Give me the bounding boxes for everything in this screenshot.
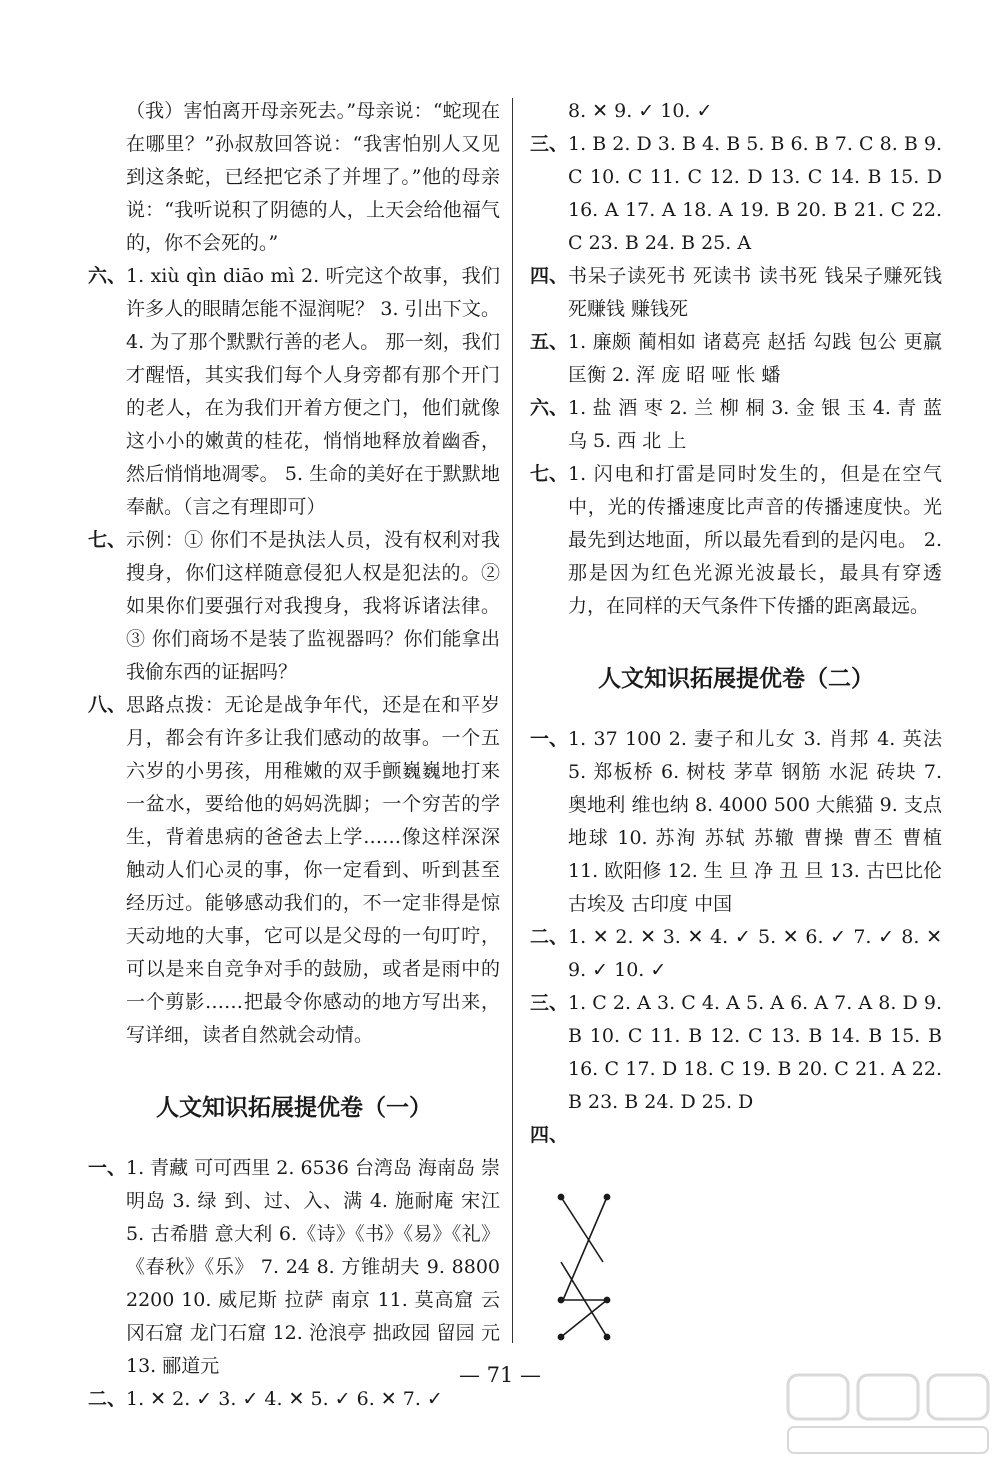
- exam1-part4: [530, 260, 942, 326]
- exam1-part5: [530, 326, 942, 392]
- match-dot: [604, 1194, 609, 1199]
- story-continuation: （我）害怕离开母亲死去。”母亲说：“蛇现在在哪里？”孙叔敖回答说：“我害怕别人又见到这条蛇，已经把它杀了并埋了。”他的母亲说：“我听说积了阴德的人，上天会给他福气的，你不会死的。”: [126, 100, 500, 254]
- match-dot: [604, 1297, 609, 1302]
- exam1-part2: [88, 1383, 500, 1416]
- exam1-label-1: 一、: [88, 1157, 127, 1179]
- answer-7: [88, 524, 500, 689]
- exam1-part3: [530, 128, 942, 260]
- match-line: [561, 1300, 607, 1337]
- exam2-label-4: 四、: [530, 1124, 569, 1146]
- match-dot: [558, 1297, 563, 1302]
- exam1-part1-text: 1. 青藏 可可西里 2. 6536 台湾岛 海南岛 崇明岛 3. 绿 到、过、入、满 4. 施耐庵 宋江 5. 古希腊 意大利 6.《诗》《书》《易》《礼》《春秋》《乐》 7. 24 8. 方锥胡夫 9. 8800 2200 10. 威尼斯 拉萨 南京 11. 莫高窟 云冈石窟 龙门石窟 12. 沧浪亭 拙政园 留园 元 13. 郦道元: [126, 1157, 500, 1377]
- match-line: [563, 1197, 607, 1300]
- answer-6-text: 1. xiù qìn diāo mì 2. 听完这个故事，我们许多人的眼睛怎能不湿润呢？ 3. 引出下文。 4. 为了那个默默行善的老人。 那一刻，我们才醒悟，其实我们每个人身旁都有那个开门的老人，在为我们开着方便之门，他们就像这小小的嫩黄的桂花，悄悄地释放着幽香，然后悄悄地凋零。 5. 生命的美好在于默默地奉献。（言之有理即可）: [126, 265, 500, 518]
- exam1-part6: [530, 392, 942, 458]
- exam1-part7-text: 1. 闪电和打雷是同时发生的，但是在空气中，光的传播速度比声音的传播速度快。光最先到达地面，所以最先看到的是闪电。 2. 那是因为红色光源光波最长，最具有穿透力，在同样的天气条件下传播的距离最远。: [568, 463, 942, 617]
- section-title-1: 人文知识拓展提优卷（一）: [156, 1095, 432, 1121]
- answer-8: [88, 689, 500, 1052]
- exam1-label-7: 七、: [530, 463, 569, 485]
- exam1-part2-continued: 8. ✕ 9. ✓ 10. ✓: [568, 100, 713, 122]
- match-line: [561, 1197, 603, 1262]
- exam2-part3: [530, 987, 942, 1119]
- exam1-part4-text: 书呆子读死书 死读书 读书死 钱呆子赚死钱 死赚钱 赚钱死: [568, 265, 942, 320]
- exam1-part6-text: 1. 盐 酒 枣 2. 兰 柳 桐 3. 金 银 玉 4. 青 蓝 乌 5. 西 北 上: [568, 397, 942, 452]
- exam1-label-3: 三、: [530, 133, 569, 155]
- exam1-part1: [88, 1152, 500, 1383]
- answer-7-text: 示例：① 你们不是执法人员，没有权利对我搜身，你们这样随意侵犯人权是犯法的。② 如果你们要强行对我搜身，我将诉诸法律。③ 你们商场不是装了监视器吗？你们能拿出我偷东西的证据吗？: [126, 529, 500, 683]
- exam2-part2-text: 1. ✕ 2. ✕ 3. ✕ 4. ✓ 5. ✕ 6. ✓ 7. ✓ 8. ✕ 9. ✓ 10. ✓: [568, 926, 942, 981]
- exam1-label-5: 五、: [530, 331, 569, 353]
- exam2-part3-text: 1. C 2. A 3. C 4. A 5. A 6. A 7. A 8. D 9. B 10. C 11. B 12. C 13. B 14. B 15. B 16. C 17. D 18. C 19. B 20. C 21. A 22. B 23. B 24. D 25. D: [568, 992, 942, 1113]
- page-number: — 71 —: [458, 1363, 542, 1387]
- exam1-label-4: 四、: [530, 265, 569, 287]
- matching-lines-diagram: [555, 1192, 625, 1342]
- exam2-part1: [530, 723, 942, 921]
- column-divider: [512, 98, 513, 1343]
- exam2-label-1: 一、: [530, 728, 569, 750]
- match-dot: [558, 1194, 563, 1199]
- section-title-2: 人文知识拓展提优卷（二）: [598, 666, 874, 692]
- exam1-label-6: 六、: [530, 397, 569, 419]
- label-8: 八、: [88, 694, 127, 716]
- exam2-part2: [530, 921, 942, 987]
- exam1-part2-text: 1. ✕ 2. ✓ 3. ✓ 4. ✕ 5. ✓ 6. ✕ 7. ✓: [126, 1388, 443, 1410]
- match-dot: [558, 1334, 563, 1339]
- exam1-part3-text: 1. B 2. D 3. B 4. B 5. B 6. B 7. C 8. B 9. C 10. C 11. C 12. D 13. C 14. B 15. D 16. A 17. A 18. A 19. B 20. B 21. C 22. C 23. B 24. B 25. A: [568, 133, 942, 254]
- label-6: 六、: [88, 265, 127, 287]
- answer-6: [88, 260, 500, 524]
- answer-8-text: 思路点拨：无论是战争年代，还是在和平岁月，都会有许多让我们感动的故事。一个五六岁的小男孩，用稚嫩的双手颤巍巍地打来一盆水，要给他的妈妈洗脚；一个穷苦的学生，背着患病的爸爸去上学……像这样深深触动人们心灵的事，你一定看到、听到甚至经历过。能够感动我们的，不一定非得是惊天动地的大事，它可以是父母的一句叮咛，可以是来自竞争对手的鼓励，或者是雨中的一个剪影……把最令你感动的地方写出来，写详细，读者自然就会动情。: [126, 694, 500, 1046]
- exam1-part5-text: 1. 廉颇 蔺相如 诸葛亮 赵括 勾践 包公 更羸 匡衡 2. 浑 庞 昭 哑 怅 蟠: [568, 331, 942, 386]
- left-column: [88, 95, 500, 1416]
- right-column: [530, 95, 942, 1146]
- exam2-label-3: 三、: [530, 992, 569, 1014]
- exam1-label-2: 二、: [88, 1388, 127, 1410]
- watermark-logo-icon: [784, 1371, 994, 1457]
- exam2-label-2: 二、: [530, 926, 569, 948]
- exam1-part7: [530, 458, 942, 623]
- label-7: 七、: [88, 529, 127, 551]
- match-dot: [604, 1334, 609, 1339]
- exam2-part1-text: 1. 37 100 2. 妻子和儿女 3. 肖邦 4. 英法 5. 郑板桥 6. 树枝 茅草 钢筋 水泥 砖块 7. 奥地利 维也纳 8. 4000 500 大熊猫 9. 支点 地球 10. 苏洵 苏轼 苏辙 曹操 曹丕 曹植 11. 欧阳修 12. 生 旦 净 丑 旦 13. 古巴比伦 古埃及 古印度 中国: [568, 728, 942, 915]
